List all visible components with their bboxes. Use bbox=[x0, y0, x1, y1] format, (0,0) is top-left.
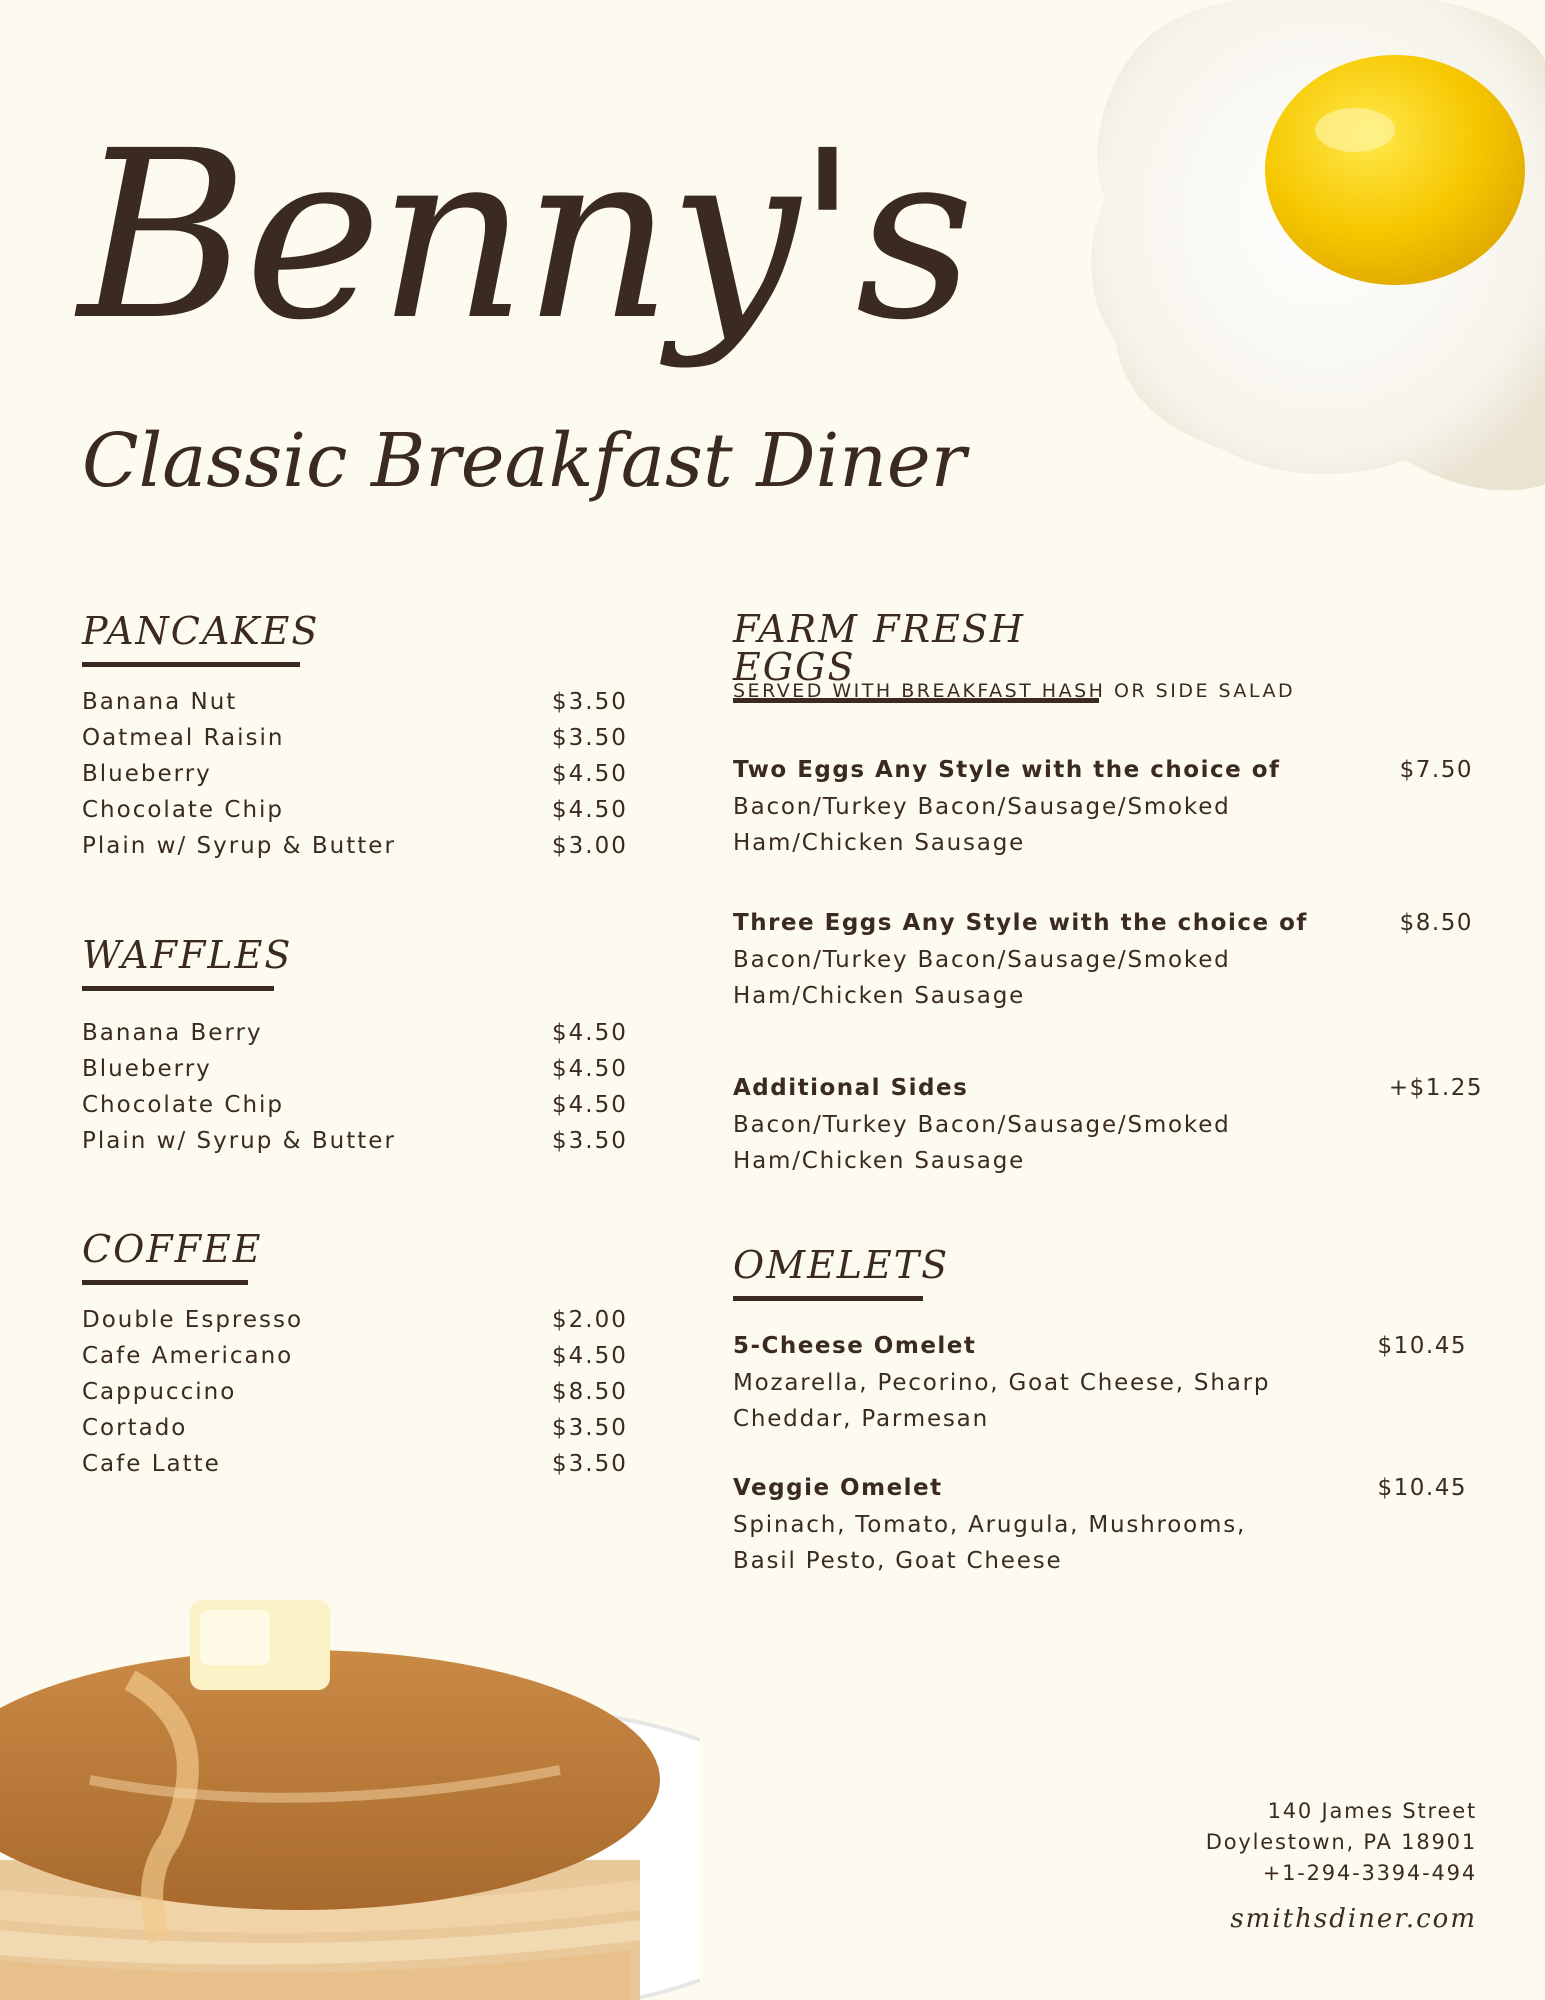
menu-item bbox=[82, 756, 632, 792]
waffles-heading bbox=[82, 933, 293, 991]
section-title: COFFEE bbox=[82, 1227, 263, 1271]
item-name: Veggie Omelet bbox=[733, 1475, 943, 1501]
item-price: $2.00 bbox=[552, 1307, 628, 1333]
item-name: Cappuccino bbox=[82, 1379, 237, 1405]
item-price: $3.50 bbox=[552, 725, 628, 751]
menu-item bbox=[82, 792, 632, 828]
item-price: $4.50 bbox=[552, 1092, 628, 1118]
menu-item bbox=[82, 1374, 632, 1410]
item-name: Additional Sides bbox=[733, 1075, 969, 1101]
menu-item bbox=[733, 910, 1493, 1014]
item-name: 5-Cheese Omelet bbox=[733, 1333, 977, 1359]
contact-block bbox=[1206, 1796, 1477, 1889]
item-price: $10.45 bbox=[1377, 1333, 1467, 1359]
item-name: Blueberry bbox=[82, 1056, 212, 1082]
item-description: Bacon/Turkey Bacon/Sausage/Smoked Ham/Chicken Sausage bbox=[733, 794, 1231, 856]
section-rule bbox=[82, 986, 274, 991]
item-name: Three Eggs Any Style with the choice of bbox=[733, 910, 1308, 936]
menu-item bbox=[733, 1333, 1493, 1437]
phone-number: +1-294-3394-494 bbox=[1262, 1861, 1477, 1885]
item-price: $4.50 bbox=[552, 761, 628, 787]
item-price: $3.50 bbox=[552, 1128, 628, 1154]
item-name: Cortado bbox=[82, 1415, 188, 1441]
eggs-note: SERVED WITH BREAKFAST HASH OR SIDE SALAD bbox=[733, 680, 1296, 702]
item-price: $3.50 bbox=[552, 1415, 628, 1441]
section-title: FARM FRESH EGGS bbox=[733, 607, 1025, 689]
item-price: $4.50 bbox=[552, 1020, 628, 1046]
section-title: WAFFLES bbox=[82, 933, 293, 977]
item-description: Spinach, Tomato, Arugula, Mushrooms, Basil Pesto, Goat Cheese bbox=[733, 1512, 1247, 1574]
waffles-list bbox=[82, 1015, 632, 1159]
section-rule bbox=[733, 1296, 923, 1301]
omelets-heading bbox=[733, 1243, 950, 1301]
item-price: $7.50 bbox=[1399, 757, 1473, 783]
website-link[interactable]: smithsdiner.com bbox=[1230, 1904, 1477, 1934]
item-name: Chocolate Chip bbox=[82, 1092, 285, 1118]
menu-item bbox=[733, 1075, 1493, 1179]
item-name: Blueberry bbox=[82, 761, 212, 787]
item-price: $3.50 bbox=[552, 689, 628, 715]
restaurant-name: Benny's bbox=[78, 101, 971, 371]
menu-item bbox=[82, 1338, 632, 1374]
item-description: Bacon/Turkey Bacon/Sausage/Smoked Ham/Chicken Sausage bbox=[733, 947, 1231, 1009]
item-price: +$1.25 bbox=[1388, 1075, 1483, 1101]
menu-item bbox=[82, 1123, 632, 1159]
item-name: Chocolate Chip bbox=[82, 797, 285, 823]
tagline: Classic Breakfast Diner bbox=[82, 418, 967, 504]
item-description: Bacon/Turkey Bacon/Sausage/Smoked Ham/Chicken Sausage bbox=[733, 1112, 1231, 1174]
item-name: Double Espresso bbox=[82, 1307, 304, 1333]
menu-item bbox=[82, 1087, 632, 1123]
item-price: $4.50 bbox=[552, 1343, 628, 1369]
menu-item bbox=[733, 757, 1493, 861]
fried-egg-image bbox=[1075, 0, 1545, 520]
section-title: OMELETS bbox=[733, 1243, 950, 1287]
menu-item bbox=[82, 684, 632, 720]
item-price: $3.50 bbox=[552, 1451, 628, 1477]
section-rule bbox=[82, 662, 300, 667]
item-price: $4.50 bbox=[552, 1056, 628, 1082]
menu-item bbox=[82, 828, 632, 864]
item-price: $8.50 bbox=[1399, 910, 1473, 936]
item-name: Cafe Latte bbox=[82, 1451, 221, 1477]
menu-item bbox=[82, 1410, 632, 1446]
pancake-stack-image bbox=[0, 1560, 700, 2000]
item-name: Cafe Americano bbox=[82, 1343, 294, 1369]
menu-item bbox=[82, 720, 632, 756]
menu-item bbox=[82, 1302, 632, 1338]
menu-item bbox=[82, 1446, 632, 1482]
item-price: $3.00 bbox=[552, 833, 628, 859]
item-name: Banana Berry bbox=[82, 1020, 263, 1046]
item-price: $8.50 bbox=[552, 1379, 628, 1405]
item-name: Plain w/ Syrup & Butter bbox=[82, 833, 396, 859]
city-address: Doylestown, PA 18901 bbox=[1205, 1830, 1477, 1854]
section-rule bbox=[82, 1280, 248, 1285]
item-description: Mozarella, Pecorino, Goat Cheese, Sharp Cheddar, Parmesan bbox=[733, 1370, 1271, 1432]
street-address: 140 James Street bbox=[1267, 1799, 1477, 1823]
menu-item bbox=[82, 1051, 632, 1087]
item-price: $10.45 bbox=[1377, 1475, 1467, 1501]
section-title: PANCAKES bbox=[82, 609, 320, 653]
menu-item bbox=[733, 1475, 1493, 1579]
coffee-list bbox=[82, 1302, 632, 1482]
item-price: $4.50 bbox=[552, 797, 628, 823]
item-name: Banana Nut bbox=[82, 689, 238, 715]
menu-item bbox=[82, 1015, 632, 1051]
item-name: Two Eggs Any Style with the choice of bbox=[733, 757, 1281, 783]
item-name: Oatmeal Raisin bbox=[82, 725, 285, 751]
coffee-heading bbox=[82, 1227, 263, 1285]
pancakes-heading bbox=[82, 609, 320, 667]
pancakes-list bbox=[82, 684, 632, 864]
item-name: Plain w/ Syrup & Butter bbox=[82, 1128, 396, 1154]
